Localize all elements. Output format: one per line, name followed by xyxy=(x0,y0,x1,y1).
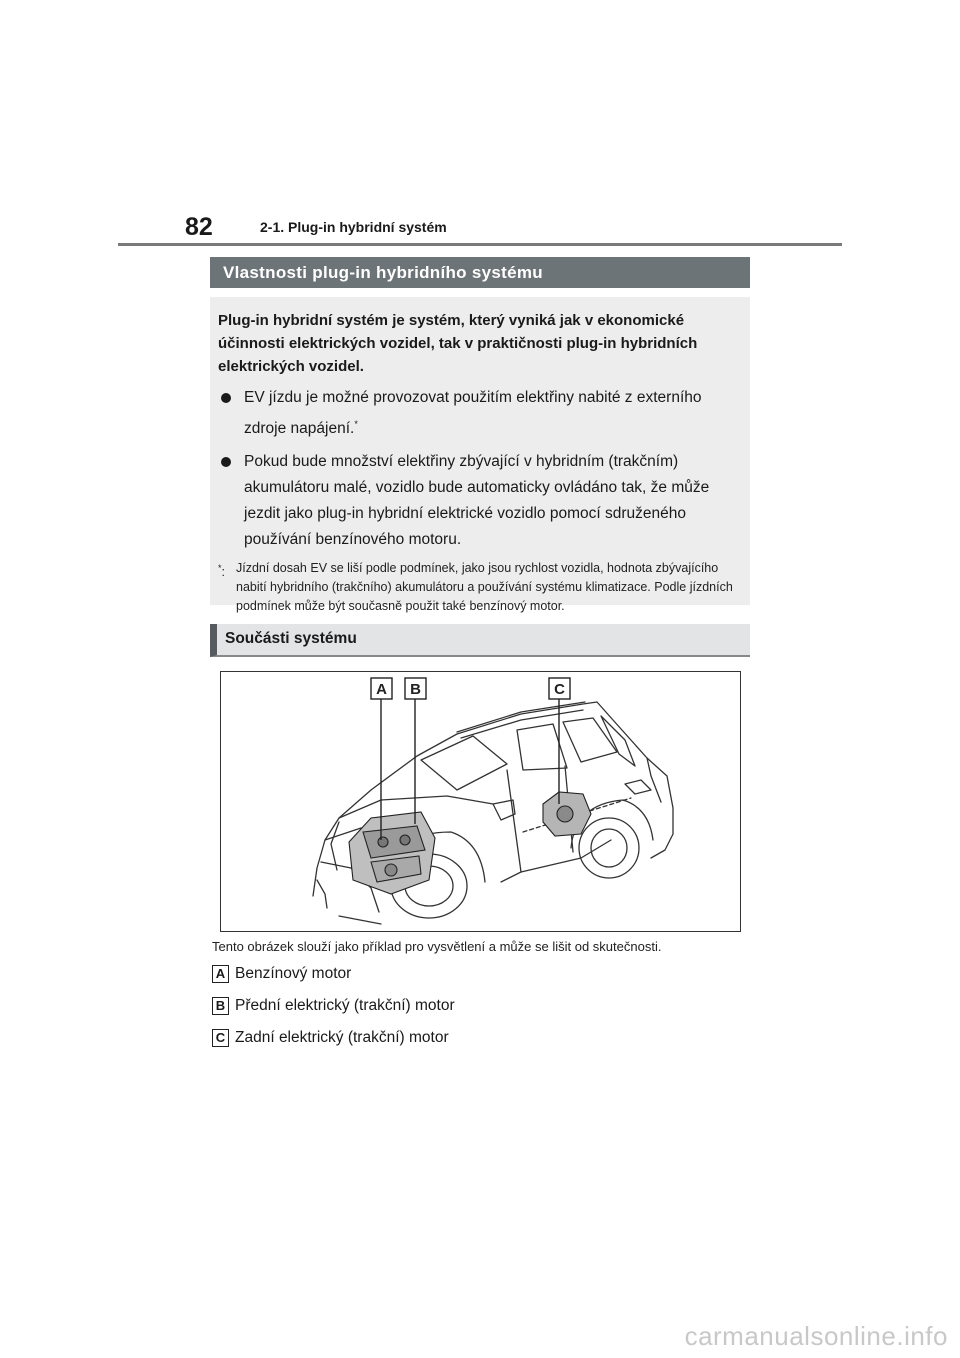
suv-drawing xyxy=(221,672,739,930)
legend-item-a xyxy=(212,964,351,984)
bullet-dot-icon xyxy=(221,457,231,467)
rear-wheel xyxy=(579,818,639,878)
figure-caption: Tento obrázek slouží jako příklad pro vysvětlení a může se lišit od skutečnosti. xyxy=(212,939,662,954)
legend-item-c xyxy=(212,1028,449,1048)
windshield xyxy=(421,736,507,790)
callout-label-b: B xyxy=(410,681,421,698)
watermark: carmanualsonline.info xyxy=(684,1321,948,1351)
legend-label: Benzínový motor xyxy=(235,965,352,982)
section-breadcrumb: 2-1. Plug-in hybridní systém xyxy=(260,219,447,235)
footnote xyxy=(218,559,736,616)
callout-label-a: A xyxy=(376,681,387,698)
bullet-text: EV jízdu je možné provozovat použitím elektřiny nabité z externího zdroje napájení. xyxy=(244,389,702,438)
legend-label: Zadní elektrický (trakční) motor xyxy=(235,1029,449,1046)
legend-item-b xyxy=(212,996,455,1016)
footnote-reference: * xyxy=(354,419,358,429)
legend-badge-b: B xyxy=(212,997,229,1015)
intro-paragraph: Plug-in hybridní systém je systém, který vyniká jak v ekonomické účinnosti elektrických vozidel, tak v praktičnosti plug-in hybridních elektrických vozidel. xyxy=(218,312,698,375)
info-box xyxy=(210,297,750,614)
footnote-mark: *: xyxy=(218,563,225,580)
section-title: Vlastnosti plug-in hybridního systému xyxy=(210,257,750,288)
callout-labels xyxy=(371,678,570,699)
bullet-dot-icon xyxy=(221,393,231,403)
legend-badge-c: C xyxy=(212,1029,229,1047)
page-number: 82 xyxy=(185,213,213,241)
bullet-item xyxy=(218,449,736,553)
footnote-text: Jízdní dosah EV se liší podle podmínek, jako jsou rychlost vozidla, hodnota zbývajícího nabití hybridního (trakčního) akumulátoru a používání systému klimatizace. Podle jízdních podmínek může být současně použit také benzínový motor. xyxy=(236,561,733,614)
legend-label: Přední elektrický (trakční) motor xyxy=(235,997,455,1014)
legend-badge-a: A xyxy=(212,965,229,983)
subsection-title: Součásti systému xyxy=(210,624,750,657)
callout-label-c: C xyxy=(554,681,565,698)
bullet-text: Pokud bude množství elektřiny zbývající v hybridním (trakčním) akumulátoru malé, vozidlo bude automaticky ovládáno tak, že může jezdit jako plug-in hybridní elektrické vozidlo pomocí sdruženého používání benzínového motoru. xyxy=(244,453,710,549)
header-divider xyxy=(118,243,842,246)
bullet-item xyxy=(218,385,736,442)
vehicle-illustration xyxy=(220,671,741,932)
